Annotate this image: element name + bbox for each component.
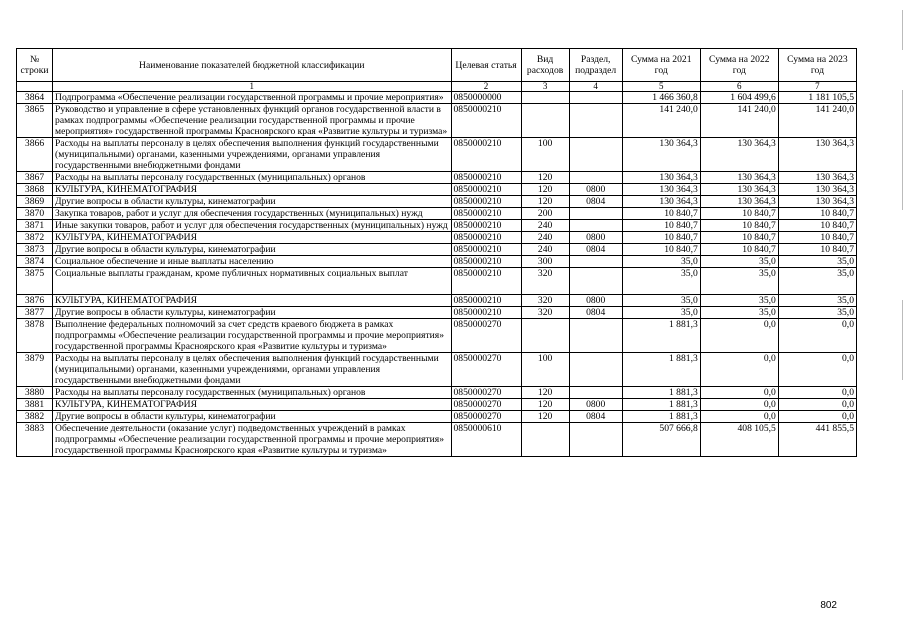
indicator-name: Иные закупки товаров, работ и услуг для обеспечения государственных (муниципальных) нужд	[53, 220, 451, 232]
table-row	[17, 295, 857, 307]
target-article: 0850000270	[451, 399, 521, 411]
section-code	[569, 104, 622, 138]
sum-2023: 130 364,3	[778, 172, 856, 184]
column-index: 4	[569, 82, 622, 92]
sum-2021: 141 240,0	[622, 104, 700, 138]
column-index: 3	[521, 82, 569, 92]
section-code	[569, 256, 622, 268]
indicator-name: Обеспечение деятельности (оказание услуг) подведомственных учреждений в рамках подпрограммы «Обеспечение реализации государственной программы и прочие мероприятия» государственной программы Красноярского края «Развитие культуры и туризма»	[53, 423, 451, 457]
indicator-name: КУЛЬТУРА, КИНЕМАТОГРАФИЯ	[53, 184, 451, 196]
expense-type: 100	[521, 353, 569, 387]
section-code: 0800	[569, 399, 622, 411]
expense-type: 240	[521, 244, 569, 256]
indicator-name: Расходы на выплаты персоналу государственных (муниципальных) органов	[53, 387, 451, 399]
indicator-name: Расходы на выплаты персоналу государственных (муниципальных) органов	[53, 172, 451, 184]
row-number: 3869	[17, 196, 53, 208]
table-row	[17, 411, 857, 423]
sum-2023: 130 364,3	[778, 196, 856, 208]
section-code: 0804	[569, 196, 622, 208]
sum-2023: 35,0	[778, 295, 856, 307]
target-article: 0850000270	[451, 353, 521, 387]
section-code: 0800	[569, 184, 622, 196]
expense-type: 120	[521, 387, 569, 399]
sum-2022: 0,0	[700, 387, 778, 399]
table-row	[17, 399, 857, 411]
expense-type	[521, 319, 569, 353]
indicator-name: Социальное обеспечение и иные выплаты населению	[53, 256, 451, 268]
target-article: 0850000210	[451, 104, 521, 138]
header-sum-2022: Сумма на 2022 год	[700, 49, 778, 82]
sum-2023: 10 840,7	[778, 232, 856, 244]
header-indicator-name: Наименование показателей бюджетной классификации	[53, 49, 451, 82]
sum-2022: 0,0	[700, 319, 778, 353]
indicator-name: Другие вопросы в области культуры, кинематографии	[53, 244, 451, 256]
indicator-name: Другие вопросы в области культуры, кинематографии	[53, 196, 451, 208]
section-code	[569, 220, 622, 232]
table-row	[17, 104, 857, 138]
sum-2021: 1 881,3	[622, 319, 700, 353]
sum-2023: 441 855,5	[778, 423, 856, 457]
header-sum-2023: Сумма на 2023 год	[778, 49, 856, 82]
row-number: 3872	[17, 232, 53, 244]
sum-2021: 1 466 360,8	[622, 92, 700, 104]
target-article: 0850000270	[451, 411, 521, 423]
sum-2021: 1 881,3	[622, 387, 700, 399]
sum-2022: 35,0	[700, 268, 778, 295]
target-article: 0850000270	[451, 319, 521, 353]
row-number: 3868	[17, 184, 53, 196]
section-code: 0804	[569, 307, 622, 319]
expense-type: 240	[521, 232, 569, 244]
sum-2022: 10 840,7	[700, 244, 778, 256]
table-row	[17, 92, 857, 104]
table-row	[17, 256, 857, 268]
section-code: 0804	[569, 244, 622, 256]
table-header-row	[17, 49, 857, 82]
target-article: 0850000210	[451, 196, 521, 208]
expense-type: 300	[521, 256, 569, 268]
expense-type: 320	[521, 268, 569, 295]
target-article: 0850000210	[451, 232, 521, 244]
column-index: 1	[53, 82, 451, 92]
target-article: 0850000210	[451, 208, 521, 220]
target-article: 0850000210	[451, 256, 521, 268]
sum-2021: 1 881,3	[622, 353, 700, 387]
section-code	[569, 208, 622, 220]
sum-2022: 35,0	[700, 256, 778, 268]
sum-2022: 10 840,7	[700, 208, 778, 220]
target-article: 0850000210	[451, 268, 521, 295]
indicator-name: КУЛЬТУРА, КИНЕМАТОГРАФИЯ	[53, 399, 451, 411]
sum-2021: 10 840,7	[622, 244, 700, 256]
indicator-name: Закупка товаров, работ и услуг для обеспечения государственных (муниципальных) нужд	[53, 208, 451, 220]
row-number: 3877	[17, 307, 53, 319]
sum-2021: 10 840,7	[622, 220, 700, 232]
expense-type: 120	[521, 399, 569, 411]
indicator-name: КУЛЬТУРА, КИНЕМАТОГРАФИЯ	[53, 232, 451, 244]
expense-type: 240	[521, 220, 569, 232]
sum-2021: 130 364,3	[622, 184, 700, 196]
section-code	[569, 92, 622, 104]
sum-2021: 1 881,3	[622, 411, 700, 423]
row-number: 3866	[17, 138, 53, 172]
row-number: 3875	[17, 268, 53, 295]
table-row	[17, 138, 857, 172]
sum-2022: 35,0	[700, 295, 778, 307]
sum-2022: 0,0	[700, 399, 778, 411]
section-code	[569, 319, 622, 353]
row-number: 3882	[17, 411, 53, 423]
target-article: 0850000210	[451, 295, 521, 307]
sum-2022: 0,0	[700, 411, 778, 423]
sum-2021: 10 840,7	[622, 208, 700, 220]
sum-2022: 10 840,7	[700, 232, 778, 244]
table-row	[17, 220, 857, 232]
table-row	[17, 268, 857, 295]
scan-edge-line	[902, 90, 903, 210]
sum-2021: 35,0	[622, 307, 700, 319]
sum-2022: 130 364,3	[700, 196, 778, 208]
sum-2021: 1 881,3	[622, 399, 700, 411]
sum-2023: 0,0	[778, 411, 856, 423]
expense-type: 120	[521, 196, 569, 208]
section-code	[569, 138, 622, 172]
sum-2023: 10 840,7	[778, 220, 856, 232]
indicator-name: Другие вопросы в области культуры, кинематографии	[53, 307, 451, 319]
expense-type	[521, 92, 569, 104]
sum-2022: 130 364,3	[700, 138, 778, 172]
sum-2023: 0,0	[778, 399, 856, 411]
row-number: 3874	[17, 256, 53, 268]
column-index: 5	[622, 82, 700, 92]
sum-2023: 130 364,3	[778, 138, 856, 172]
budget-table	[16, 48, 857, 457]
row-number: 3873	[17, 244, 53, 256]
row-number: 3864	[17, 92, 53, 104]
scan-edge-line	[902, 300, 903, 380]
sum-2021: 10 840,7	[622, 232, 700, 244]
target-article: 0850000210	[451, 184, 521, 196]
expense-type: 100	[521, 138, 569, 172]
row-number: 3880	[17, 387, 53, 399]
row-number: 3876	[17, 295, 53, 307]
column-index: 2	[451, 82, 521, 92]
row-number: 3879	[17, 353, 53, 387]
column-index-row	[17, 82, 857, 92]
target-article: 0850000210	[451, 172, 521, 184]
expense-type	[521, 423, 569, 457]
sum-2023: 10 840,7	[778, 244, 856, 256]
section-code: 0800	[569, 295, 622, 307]
header-sum-2021: Сумма на 2021 год	[622, 49, 700, 82]
sum-2021: 35,0	[622, 268, 700, 295]
sum-2023: 130 364,3	[778, 184, 856, 196]
target-article: 0850000610	[451, 423, 521, 457]
table-row	[17, 319, 857, 353]
section-code: 0804	[569, 411, 622, 423]
sum-2022: 10 840,7	[700, 220, 778, 232]
table-row	[17, 307, 857, 319]
indicator-name: Подпрограмма «Обеспечение реализации государственной программы и прочие мероприятия»	[53, 92, 451, 104]
column-index: 7	[778, 82, 856, 92]
sum-2021: 35,0	[622, 256, 700, 268]
indicator-name: КУЛЬТУРА, КИНЕМАТОГРАФИЯ	[53, 295, 451, 307]
row-number: 3881	[17, 399, 53, 411]
header-row-number: № строки	[17, 49, 53, 82]
target-article: 0850000210	[451, 307, 521, 319]
table-row	[17, 232, 857, 244]
sum-2023: 35,0	[778, 256, 856, 268]
table-row	[17, 244, 857, 256]
expense-type: 320	[521, 295, 569, 307]
sum-2021: 130 364,3	[622, 172, 700, 184]
section-code	[569, 268, 622, 295]
target-article: 0850000210	[451, 244, 521, 256]
row-number: 3878	[17, 319, 53, 353]
column-index: 6	[700, 82, 778, 92]
sum-2023: 35,0	[778, 307, 856, 319]
sum-2023: 141 240,0	[778, 104, 856, 138]
scan-edge-line	[902, 10, 903, 50]
section-code	[569, 423, 622, 457]
indicator-name: Социальные выплаты гражданам, кроме публичных нормативных социальных выплат	[53, 268, 451, 295]
table-body	[17, 92, 857, 457]
expense-type: 200	[521, 208, 569, 220]
target-article: 0850000210	[451, 220, 521, 232]
expense-type: 120	[521, 184, 569, 196]
sum-2023: 0,0	[778, 353, 856, 387]
sum-2023: 10 840,7	[778, 208, 856, 220]
sum-2023: 1 181 105,5	[778, 92, 856, 104]
table-row	[17, 184, 857, 196]
header-target-article: Целевая статья	[451, 49, 521, 82]
indicator-name: Выполнение федеральных полномочий за счет средств краевого бюджета в рамках подпрограммы «Обеспечение реализации государственной программы и прочие мероприятия» государственной программы Красноярского края «Развитие культуры и туризма»	[53, 319, 451, 353]
target-article: 0850000210	[451, 138, 521, 172]
expense-type: 120	[521, 172, 569, 184]
indicator-name: Руководство и управление в сфере установленных функций органов государственной власти в рамках подпрограммы «Обеспечение реализации государственной программы и прочие мероприятия» государственной программы Красноярского края «Развитие культуры и туризма»	[53, 104, 451, 138]
section-code	[569, 353, 622, 387]
sum-2022: 0,0	[700, 353, 778, 387]
table-row	[17, 387, 857, 399]
sum-2023: 35,0	[778, 268, 856, 295]
sum-2022: 130 364,3	[700, 172, 778, 184]
table-row	[17, 208, 857, 220]
sum-2021: 130 364,3	[622, 138, 700, 172]
column-index	[17, 82, 53, 92]
header-section: Раздел, подраздел	[569, 49, 622, 82]
indicator-name: Расходы на выплаты персоналу в целях обеспечения выполнения функций государственными (муниципальными) органами, казенными учреждениями, органами управления государственными внебюджетными фондами	[53, 353, 451, 387]
row-number: 3871	[17, 220, 53, 232]
target-article: 0850000270	[451, 387, 521, 399]
section-code: 0800	[569, 232, 622, 244]
row-number: 3865	[17, 104, 53, 138]
sum-2022: 130 364,3	[700, 184, 778, 196]
row-number: 3867	[17, 172, 53, 184]
table-row	[17, 353, 857, 387]
sum-2021: 507 666,8	[622, 423, 700, 457]
sum-2021: 35,0	[622, 295, 700, 307]
sum-2022: 141 240,0	[700, 104, 778, 138]
expense-type: 120	[521, 411, 569, 423]
expense-type: 320	[521, 307, 569, 319]
table-row	[17, 196, 857, 208]
table-row	[17, 172, 857, 184]
row-number: 3883	[17, 423, 53, 457]
indicator-name: Другие вопросы в области культуры, кинематографии	[53, 411, 451, 423]
page-number: 802	[820, 600, 837, 611]
table-row	[17, 423, 857, 457]
sum-2022: 35,0	[700, 307, 778, 319]
expense-type	[521, 104, 569, 138]
sum-2023: 0,0	[778, 319, 856, 353]
header-expense-type: Вид расходов	[521, 49, 569, 82]
indicator-name: Расходы на выплаты персоналу в целях обеспечения выполнения функций государственными (муниципальными) органами, казенными учреждениями, органами управления государственными внебюджетными фондами	[53, 138, 451, 172]
target-article: 0850000000	[451, 92, 521, 104]
sum-2021: 130 364,3	[622, 196, 700, 208]
sum-2023: 0,0	[778, 387, 856, 399]
sum-2022: 1 604 499,6	[700, 92, 778, 104]
section-code	[569, 387, 622, 399]
row-number: 3870	[17, 208, 53, 220]
section-code	[569, 172, 622, 184]
sum-2022: 408 105,5	[700, 423, 778, 457]
